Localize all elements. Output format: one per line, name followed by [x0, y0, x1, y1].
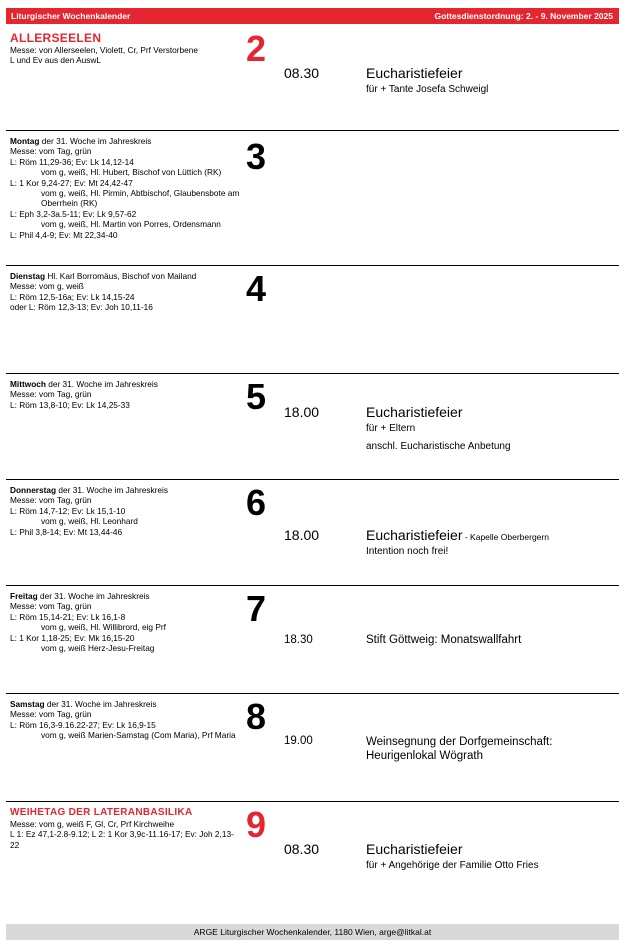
day-line: vom g, weiß Marien-Samstag (Com Maria), Prf Maria — [41, 730, 236, 741]
day-heading: Donnerstag der 31. Woche im Jahreskreis — [10, 485, 169, 495]
event-time: 18.00 — [284, 527, 320, 543]
day-block-3 — [6, 130, 619, 265]
weekday: Samstag — [10, 699, 45, 709]
weekday: Dienstag — [10, 271, 46, 281]
event-intention: für + Eltern — [366, 423, 416, 434]
day-line: vom g, weiß, Hl. Willibrord, eig Prf — [41, 622, 166, 633]
event-title: Stift Göttweig: Monatswallfahrt — [366, 634, 522, 646]
day-number: 4 — [246, 268, 267, 309]
day-line: Messe: vom Tag, grün — [10, 709, 92, 720]
header-bar — [6, 8, 619, 24]
feast-title: WEIHETAG DER LATERANBASILIKA — [10, 807, 193, 818]
day-number: 5 — [246, 376, 267, 417]
day-number: 8 — [246, 696, 267, 737]
day-line: Messe: vom Tag, grün — [10, 495, 92, 506]
day-line: vom g, weiß, Hl. Martin von Porres, Ordensmann — [41, 219, 221, 230]
header-date-range: Gottesdienstordnung: 2. - 9. November 2025 — [434, 11, 613, 21]
weekday: Montag — [10, 136, 40, 146]
event-title: Eucharistiefeier — [366, 65, 463, 81]
day-heading: Montag der 31. Woche im Jahreskreis — [10, 136, 152, 146]
day-line: Messe: vom Tag, grün — [10, 601, 92, 612]
day-line: Messe: vom Tag, grün — [10, 146, 92, 157]
day-line: L: Röm 14,7-12; Ev: Lk 15,1-10 — [10, 505, 126, 516]
day-line: L: Röm 11,29-36; Ev: Lk 14,12-14 — [10, 156, 134, 167]
day-number: 2 — [246, 28, 267, 69]
day-line: Messe: von Allerseelen, Violett, Cr, Prf Verstorbene — [10, 45, 199, 55]
event-location: Heurigenlokal Wögrath — [366, 750, 483, 762]
day-block-8 — [6, 693, 619, 801]
day-line: vom g, weiß, Hl. Pirmin, Abtbischof, Glaubensbote am Oberrhein (RK) — [41, 188, 240, 209]
event-time: 18.30 — [284, 634, 313, 646]
event-title: Weinsegnung der Dorfgemeinschaft: — [366, 736, 553, 748]
weekday: Donnerstag — [10, 485, 57, 495]
event-intention: für + Tante Josefa Schweigl — [366, 84, 489, 95]
day-line: L: Eph 3,2-3a.5-11; Ev: Lk 9,57-62 — [10, 208, 137, 219]
day-line: L: Phil 3,8-14; Ev: Mt 13,44-46 — [10, 526, 123, 537]
day-line: Messe: vom Tag, grün — [10, 389, 92, 400]
day-line: L: 1 Kor 1,18-25; Ev: Mk 16,15-20 — [10, 632, 135, 643]
day-block-7 — [6, 585, 619, 693]
day-line: L: Phil 4,4-9; Ev: Mt 22,34-40 — [10, 229, 118, 240]
day-heading: Dienstag Hl. Karl Borromäus, Bischof von Mailand — [10, 271, 197, 281]
day-line: L und Ev aus den AuswL — [10, 55, 102, 66]
day-number: 6 — [246, 482, 267, 523]
day-block-2 — [6, 26, 619, 129]
day-line: vom g, weiß, Hl. Leonhard — [41, 516, 138, 527]
event-note: anschl. Eucharistische Anbetung — [366, 441, 511, 452]
event-time: 08.30 — [284, 65, 320, 81]
event-intention: für + Angehörige der Familie Otto Fries — [366, 860, 539, 871]
day-number: 7 — [246, 588, 267, 629]
event-title: Eucharistiefeier — [366, 404, 463, 420]
footer: ARGE Liturgischer Wochenkalender, 1180 Wien, arge@litkal.at — [6, 924, 619, 940]
day-number: 9 — [246, 804, 267, 845]
feast-title: ALLERSEELEN — [10, 31, 102, 45]
day-number: 3 — [246, 136, 267, 177]
event-intention: Intention noch frei! — [366, 546, 449, 557]
event-title: Eucharistiefeier — [366, 841, 463, 857]
weekday: Mittwoch — [10, 379, 46, 389]
day-line: L 1: Ez 47,1-2.8-9.12; L 2: 1 Kor 3,9c-11.16-17; Ev: Joh 2,13-22 — [10, 829, 234, 850]
day-line: oder L: Röm 12,3-13; Ev: Joh 10,11-16 — [10, 302, 153, 313]
day-line: vom g, weiß Herz-Jesu-Freitag — [41, 643, 155, 654]
day-block-6 — [6, 479, 619, 585]
day-heading: Mittwoch der 31. Woche im Jahreskreis — [10, 379, 158, 389]
day-line: L: 1 Kor 9,24-27; Ev: Mt 24,42-47 — [10, 177, 133, 188]
event-time: 19.00 — [284, 735, 313, 747]
day-block-5 — [6, 373, 619, 479]
day-line: vom g, weiß, Hl. Hubert, Bischof von Lüttich (RK) — [41, 167, 222, 178]
day-line: L: Röm 13,8-10; Ev: Lk 14,25-33 — [10, 399, 130, 410]
day-line: Messe: vom g, weiß — [10, 281, 84, 292]
day-heading: Freitag der 31. Woche im Jahreskreis — [10, 591, 150, 601]
event-time: 18.00 — [284, 404, 320, 420]
header-title: Liturgischer Wochenkalender — [11, 11, 131, 21]
day-line: L: Röm 16,3-9.16.22-27; Ev: Lk 16,9-15 — [10, 719, 156, 730]
day-block-9 — [6, 801, 619, 922]
weekday: Freitag — [10, 591, 38, 601]
day-line: L: Röm 15,14-21; Ev: Lk 16,1-8 — [10, 611, 126, 622]
event-time: 08.30 — [284, 841, 320, 857]
day-line: Messe: vom g, weiß F, Gl, Cr, Prf Kirchweihe — [10, 819, 175, 829]
day-line: L: Röm 12,5-16a; Ev: Lk 14,15-24 — [10, 291, 135, 302]
day-block-4 — [6, 265, 619, 373]
day-heading: Samstag der 31. Woche im Jahreskreis — [10, 699, 157, 709]
event-title: Eucharistiefeier — [366, 527, 463, 543]
event-location: - Kapelle Oberbergern — [462, 532, 549, 542]
